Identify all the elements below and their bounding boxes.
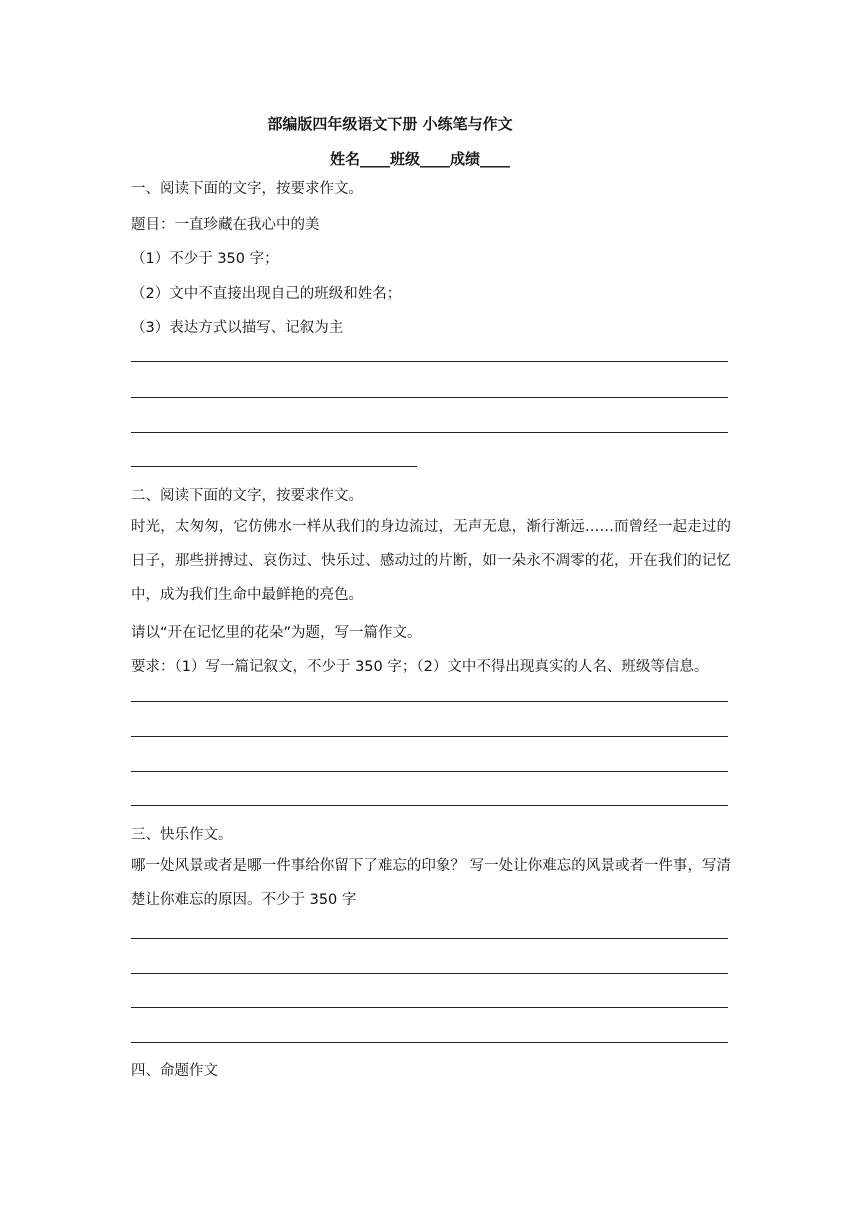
section1-requirement-1: （1）不少于 350 字； [131, 251, 279, 267]
answer-line [131, 805, 728, 806]
section1-requirement-2: （2）文中不直接出现自己的班级和姓名； [131, 286, 402, 302]
section1-topic: 题目：一直珍藏在我心中的美 [131, 217, 320, 233]
section2-requirement: 要求：（1）写一篇记叙文，不少于 350 字；（2）文中不得出现真实的人名、班级等信息。 [131, 659, 709, 675]
section2-passage: 时光，太匆匆，它仿佛水一样从我们的身边流过，无声无息，渐行渐远……而曾经一起走过的日子，那些拼搏过、哀伤过、快乐过、感动过的片断，如一朵永不凋零的花，开在我们的记忆中，成为我们生命中最鲜艳的亮色。 [131, 519, 731, 603]
answer-line [131, 973, 728, 974]
page-title: 部编版四年级语文下册 小练笔与作文 [267, 115, 513, 133]
section1-heading: 一、阅读下面的文字，按要求作文。 [131, 181, 363, 197]
section2-instruction: 请以“开在记忆里的花朵”为题，写一篇作文。 [131, 625, 422, 641]
answer-line [131, 938, 728, 939]
section4-heading: 四、命题作文 [131, 1063, 218, 1079]
section3-passage: 哪一处风景或者是哪一件事给你留下了难忘的印象？ 写一处让你难忘的风景或者一件事，写清楚让你难忘的原因。不少于 350 字 [131, 858, 731, 908]
answer-line [131, 736, 728, 737]
answer-line [131, 701, 728, 702]
answer-line [131, 1007, 728, 1008]
student-info-line: 姓名____班级____成绩____ [329, 150, 510, 168]
answer-line [131, 397, 728, 398]
answer-line [131, 432, 728, 433]
answer-line [131, 466, 417, 467]
answer-line [131, 1042, 728, 1043]
section1-requirement-3: （3）表达方式以描写、记叙为主 [131, 320, 344, 336]
section2-heading: 二、阅读下面的文字，按要求作文。 [131, 488, 363, 504]
section3-heading: 三、快乐作文。 [131, 827, 233, 843]
answer-line [131, 361, 728, 362]
answer-line [131, 771, 728, 772]
